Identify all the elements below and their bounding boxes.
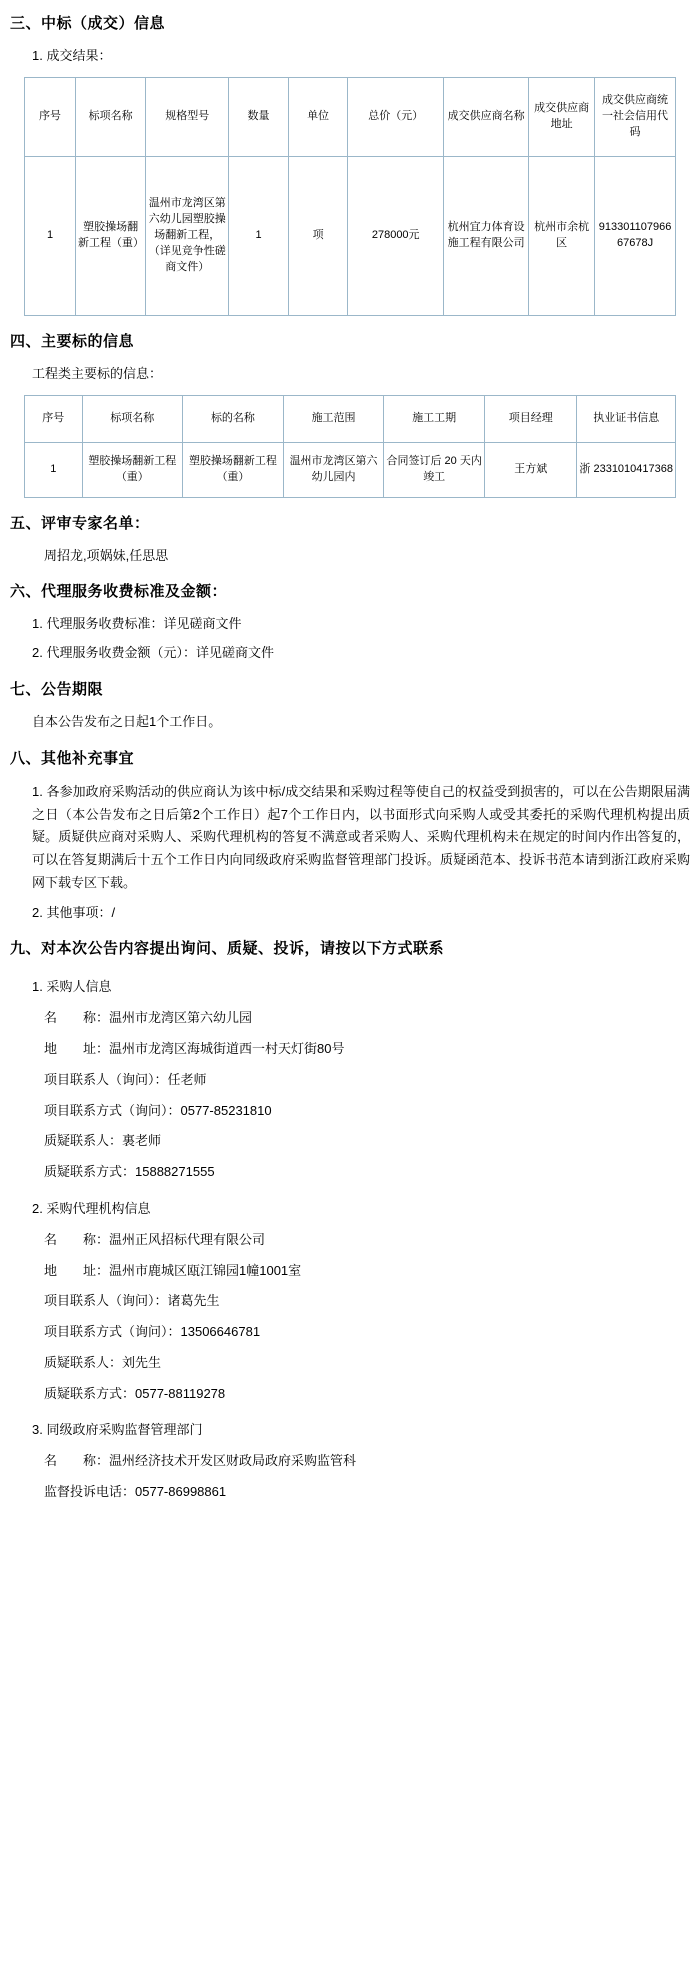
agency-row-project-phone — [44, 1322, 690, 1343]
value-project-phone: 0577-85231810 — [180, 1102, 272, 1118]
th-supplier-address: 成交供应商地址 — [529, 77, 595, 156]
th-license-info: 执业证书信息 — [577, 395, 676, 442]
cell-item-name: 塑胶操场翻新工程（重） — [76, 156, 146, 315]
section-heading-experts: 五、评审专家名单： — [10, 514, 150, 532]
cell-seq: 1 — [25, 156, 76, 315]
supervisor-row-name — [44, 1451, 690, 1472]
value-project-contact: 任老师 — [167, 1071, 207, 1087]
agency-row-challenge-contact — [44, 1353, 690, 1374]
value-name: 温州市龙湾区第六幼儿园 — [109, 1010, 253, 1026]
cell-supplier-address: 杭州市余杭区 — [529, 156, 595, 315]
section-heading-agency-fee: 六、代理服务收费标准及金额： — [10, 583, 228, 601]
th-spec: 规格型号 — [146, 77, 229, 156]
contact-row-name — [44, 1008, 690, 1029]
value-name: 温州正风招标代理有限公司 — [109, 1231, 266, 1247]
value-project-contact: 诸葛先生 — [167, 1293, 220, 1309]
agency-fee-standard: 1. 代理服务收费标准：详见磋商文件 — [32, 616, 242, 632]
value-challenge-phone: 15888271555 — [135, 1164, 215, 1180]
cell-subject-name: 塑胶操场翻新工程（重） — [183, 442, 284, 497]
contact-group-agency-heading: 2. 采购代理机构信息 — [32, 1200, 151, 1216]
cell-license-info: 浙 2331010417368 — [577, 442, 676, 497]
th-construction-period: 施工工期 — [384, 395, 485, 442]
contact-group-supervisor-heading: 3. 同级政府采购监督管理部门 — [32, 1422, 203, 1438]
cell-project-manager: 王方斌 — [485, 442, 577, 497]
th-supplier-credit-code: 成交供应商统一社会信用代码 — [595, 77, 676, 156]
main-subject-table — [24, 395, 676, 498]
agency-row-name — [44, 1230, 690, 1251]
supplementary-item-2: 2. 其他事项：/ — [32, 904, 116, 920]
th-item-name: 标项名称 — [82, 395, 183, 442]
contact-row-challenge-contact — [44, 1131, 690, 1152]
announcement-period-text: 自本公告发布之日起1个工作日。 — [32, 713, 222, 729]
label-challenge-contact: 质疑联系人： — [44, 1354, 123, 1370]
agency-row-project-contact — [44, 1291, 690, 1312]
section-heading-announcement-period: 七、公告期限 — [10, 680, 104, 698]
value-challenge-phone: 0577-88119278 — [135, 1385, 226, 1401]
agency-fee-amount: 2. 代理服务收费金额（元）：详见磋商文件 — [32, 645, 274, 661]
contact-row-project-phone — [44, 1101, 690, 1122]
table-header-row — [25, 77, 676, 156]
label-name: 名 称： — [44, 1010, 110, 1026]
cell-construction-scope: 温州市龙湾区第六幼儿园内 — [283, 442, 384, 497]
label-complaint-phone: 监督投诉电话： — [44, 1484, 136, 1500]
value-project-phone: 13506646781 — [180, 1324, 261, 1340]
agency-row-address — [44, 1261, 690, 1282]
contact-row-address — [44, 1039, 690, 1060]
value-address: 温州市龙湾区海城街道西一村天灯街80号 — [109, 1040, 345, 1056]
contact-group-purchaser-heading: 1. 采购人信息 — [32, 979, 112, 995]
th-construction-scope: 施工范围 — [283, 395, 384, 442]
section-heading-contact: 九、对本次公告内容提出询问、质疑、投诉，请按以下方式联系 — [10, 940, 445, 958]
th-supplier-name: 成交供应商名称 — [444, 77, 529, 156]
th-seq: 序号 — [25, 395, 83, 442]
label-address: 地 址： — [44, 1040, 110, 1056]
subheading-result: 1. 成交结果： — [32, 48, 112, 63]
cell-quantity: 1 — [229, 156, 289, 315]
label-name: 名 称： — [44, 1231, 110, 1247]
value-name: 温州经济技术开发区财政局政府采购监管科 — [109, 1453, 357, 1469]
th-quantity: 数量 — [229, 77, 289, 156]
expert-list: 周招龙,项娲妹,任思思 — [44, 547, 169, 563]
th-subject-name: 标的名称 — [183, 395, 284, 442]
cell-spec: 温州市龙湾区第六幼儿园塑胶操场翻新工程，（详见竞争性磋商文件） — [146, 156, 229, 315]
section-heading-main-subject: 四、主要标的信息 — [10, 332, 135, 350]
th-unit: 单位 — [288, 77, 348, 156]
section-heading-supplementary: 八、其他补充事宜 — [10, 749, 135, 767]
th-total-price: 总价（元） — [348, 77, 444, 156]
cell-total-price: 278000元 — [348, 156, 444, 315]
section-heading-bid-result: 三、中标（成交）信息 — [10, 15, 166, 32]
th-item-name: 标项名称 — [76, 77, 146, 156]
th-seq: 序号 — [25, 77, 76, 156]
table-row — [25, 156, 676, 315]
label-challenge-contact: 质疑联系人： — [44, 1133, 123, 1149]
label-project-contact: 项目联系人（询问）： — [44, 1293, 168, 1309]
supervisor-row-complaint-phone — [44, 1482, 690, 1503]
label-challenge-phone: 质疑联系方式： — [44, 1164, 136, 1180]
bid-result-table — [24, 77, 676, 316]
cell-unit: 项 — [288, 156, 348, 315]
contact-row-challenge-phone — [44, 1162, 690, 1183]
label-project-phone: 项目联系方式（询问）： — [44, 1102, 181, 1118]
agency-row-challenge-phone — [44, 1384, 690, 1405]
cell-item-name: 塑胶操场翻新工程（重） — [82, 442, 183, 497]
label-address: 地 址： — [44, 1262, 110, 1278]
value-challenge-contact: 刘先生 — [122, 1354, 162, 1370]
cell-supplier-name: 杭州宜力体育设施工程有限公司 — [444, 156, 529, 315]
supplementary-item-1: 1. 各参加政府采购活动的供应商认为该中标/成交结果和采购过程等使自己的权益受到损害的，可以在公告期限届满之日（本公告发布之日后第2个工作日）起7个工作日内，以书面形式向采购人或受其委托的采购代理机构提出质疑。质疑供应商对采购人、采购代理机构的答复不满意或者采购人、采购代理机构未在规定的时间内作出答复的，可以在答复期满后十五个工作日内向同级政府采购监督管理部门投诉。质疑函范本、投诉书范本请到浙江政府采购网下载专区下载。 — [32, 783, 690, 890]
table-header-row — [25, 395, 676, 442]
value-complaint-phone: 0577-86998861 — [135, 1484, 227, 1500]
label-name: 名 称： — [44, 1453, 110, 1469]
cell-seq: 1 — [25, 442, 83, 497]
value-address: 温州市鹿城区瓯江锦园1幢1001室 — [109, 1262, 302, 1278]
th-project-manager: 项目经理 — [485, 395, 577, 442]
subheading-main-subject: 工程类主要标的信息： — [32, 365, 163, 381]
label-project-contact: 项目联系人（询问）： — [44, 1071, 168, 1087]
contact-row-project-contact — [44, 1070, 690, 1091]
value-challenge-contact: 裏老师 — [122, 1133, 162, 1149]
label-challenge-phone: 质疑联系方式： — [44, 1385, 136, 1401]
label-project-phone: 项目联系方式（询问）： — [44, 1324, 181, 1340]
cell-construction-period: 合同签订后 20 天内竣工 — [384, 442, 485, 497]
table-row — [25, 442, 676, 497]
cell-supplier-credit-code: 91330110796667678J — [595, 156, 676, 315]
